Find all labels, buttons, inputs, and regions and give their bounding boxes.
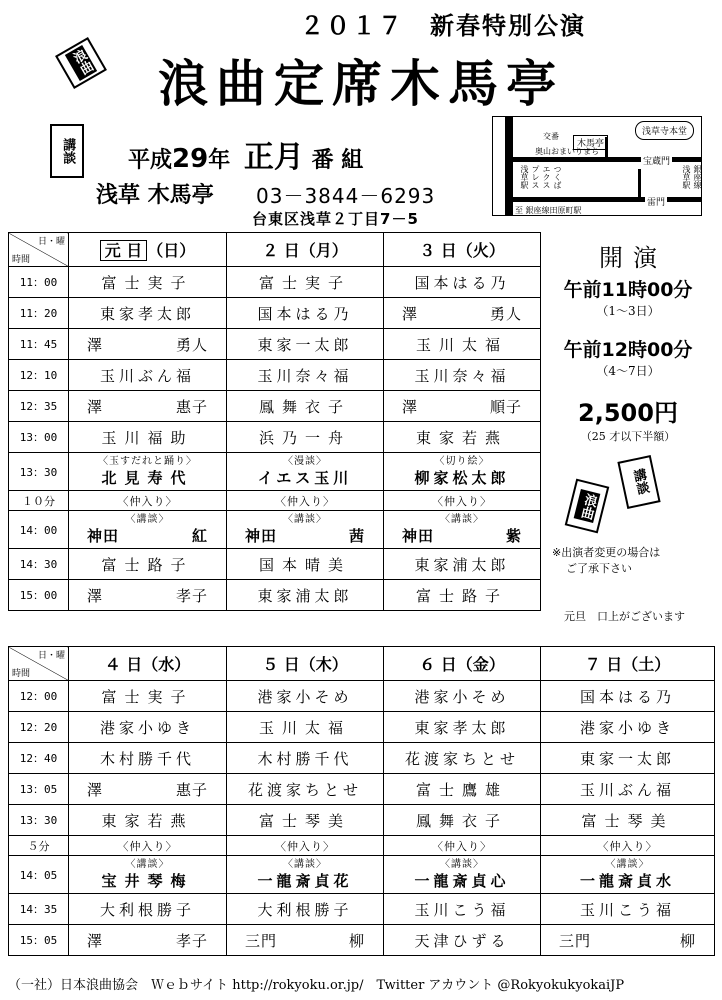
- performer-name: 東家一太郎: [257, 335, 353, 354]
- performer-name: 玉川こう福: [579, 900, 675, 919]
- time-cell: 14：35: [9, 894, 69, 925]
- time-cell: 13：30: [9, 805, 69, 836]
- day-header: [69, 647, 227, 681]
- performer-name: 浜乃一舟: [258, 428, 351, 447]
- time-cell: 12：20: [9, 712, 69, 743]
- intermission-label: 〈仲入り〉: [432, 839, 492, 853]
- corner-day-label: 日・曜: [37, 651, 65, 661]
- performer-cell: [227, 422, 384, 453]
- intermission-cell: [69, 836, 227, 856]
- performer-name: 東家孝太郎: [99, 304, 195, 323]
- table-row: [9, 549, 541, 580]
- performer-name: 天津ひずる: [414, 931, 510, 950]
- intermission-label: 〈仲入り〉: [275, 839, 335, 853]
- page-title: 浪曲定席木馬亭: [158, 55, 564, 113]
- performer-cell: [69, 329, 227, 360]
- intermission-label: 〈仲入り〉: [432, 494, 492, 508]
- performer-name: 国本はる乃: [257, 304, 353, 323]
- performer-cell: [384, 774, 541, 805]
- performer-cell: [69, 580, 227, 611]
- performer-cell: [227, 511, 384, 549]
- performer-cell: [541, 681, 715, 712]
- performer-name: 神田 茜: [245, 526, 365, 545]
- corner-day-label: 日・曜: [37, 237, 65, 247]
- performer-cell: [384, 805, 541, 836]
- price-note: （25 才以下半額）: [580, 430, 676, 443]
- performer-cell: [227, 329, 384, 360]
- performer-name: 富士実子: [101, 273, 194, 292]
- performer-name: 東家若燕: [101, 811, 194, 830]
- performer-cell: [384, 267, 541, 298]
- performer-cell: [227, 580, 384, 611]
- day-header: [384, 233, 541, 267]
- map-label: 交番: [543, 132, 559, 141]
- performer-name: 神田 紫: [402, 526, 522, 545]
- time-cell: 14：00: [9, 511, 69, 549]
- performer-name: 国本はる乃: [414, 273, 510, 292]
- performer-cell: [541, 925, 715, 956]
- performer-cell: [227, 856, 384, 894]
- performer-cell: [69, 453, 227, 491]
- weekday-label: （木）: [299, 655, 348, 674]
- performer-name: 玉川福助: [101, 428, 194, 447]
- time-cell: 14：30: [9, 549, 69, 580]
- map-label: 至 銀座線田原町駅: [515, 206, 582, 215]
- performer-cell: [541, 805, 715, 836]
- table-row: [9, 805, 715, 836]
- performer-name: 大利根勝子: [99, 900, 195, 919]
- time-cell: 15：00: [9, 580, 69, 611]
- performer-name: 玉川こう福: [414, 900, 510, 919]
- performer-cell: [541, 894, 715, 925]
- address: 台東区浅草２丁目7－5: [252, 210, 419, 228]
- intermission-cell: [69, 491, 227, 511]
- intermission-cell: [384, 491, 541, 511]
- performer-name: 花渡家ちとせ: [404, 749, 519, 768]
- table-row: [9, 925, 715, 956]
- open-time-2: 午前12時00分: [563, 339, 693, 361]
- performer-name: 玉川太福: [258, 718, 351, 737]
- table-row: [9, 856, 715, 894]
- table-row: [9, 329, 541, 360]
- table-row: [9, 712, 715, 743]
- performer-cell: [227, 549, 384, 580]
- genre-label: 〈講談〉: [283, 513, 327, 525]
- performer-name: 澤 勇人: [402, 304, 522, 323]
- performer-cell: [384, 925, 541, 956]
- table-row: [9, 836, 715, 856]
- performer-name: 一龍斎貞花: [257, 871, 353, 890]
- performer-cell: [384, 511, 541, 549]
- performer-name: 港家小ゆき: [99, 718, 195, 737]
- schedule-table-1: [8, 232, 541, 611]
- year-number: 29: [172, 144, 209, 174]
- genre-label: 〈講談〉: [440, 513, 484, 525]
- genre-label: 〈講談〉: [125, 858, 170, 870]
- table-row: [9, 298, 541, 329]
- performer-cell: [541, 712, 715, 743]
- performer-name: 港家小そめ: [414, 687, 510, 706]
- table-row: [9, 681, 715, 712]
- venue-name: 浅草 木馬亭: [96, 183, 214, 208]
- performer-name: 東家浦太郎: [414, 555, 510, 574]
- access-map: [492, 116, 702, 216]
- performer-cell: [69, 925, 227, 956]
- performer-name: 富士実子: [101, 687, 194, 706]
- performer-name: 富士実子: [258, 273, 351, 292]
- performer-name: イエス玉川: [257, 468, 353, 487]
- genre-label: 〈漫談〉: [283, 455, 327, 467]
- intermission-cell: [384, 836, 541, 856]
- open-label: 開演: [599, 244, 667, 272]
- performer-name: 東家浦太郎: [257, 586, 353, 605]
- intermission-label: 〈仲入り〉: [275, 494, 335, 508]
- performer-name: 大利根勝子: [257, 900, 353, 919]
- intermission-cell: [541, 836, 715, 856]
- time-cell: 13：05: [9, 774, 69, 805]
- time-cell: 12：10: [9, 360, 69, 391]
- performer-name: 澤 孝子: [87, 931, 208, 950]
- performer-name: 鳳舞衣子: [415, 811, 508, 830]
- performer-name: 三門 柳: [559, 931, 696, 950]
- weekday-label: （金）: [456, 655, 505, 674]
- time-cell: ５分: [9, 836, 69, 856]
- time-cell: 11：00: [9, 267, 69, 298]
- performer-cell: [541, 743, 715, 774]
- performer-cell: [69, 712, 227, 743]
- open-range-1: （1～3日）: [596, 304, 660, 318]
- performer-name: 富士琴美: [258, 811, 351, 830]
- performer-cell: [69, 298, 227, 329]
- performer-cell: [69, 805, 227, 836]
- table-row: [9, 511, 541, 549]
- performer-cell: [384, 453, 541, 491]
- performer-name: 北見寿代: [101, 468, 194, 487]
- performer-cell: [227, 743, 384, 774]
- time-cell: 13：30: [9, 453, 69, 491]
- performer-cell: [227, 453, 384, 491]
- performer-cell: [69, 549, 227, 580]
- schedule-table-2: [8, 646, 715, 956]
- map-label: 奥山おまいりまち: [535, 147, 599, 156]
- open-range-2: （4～7日）: [596, 364, 660, 378]
- performer-cell: [69, 391, 227, 422]
- genre-label: 〈講談〉: [440, 858, 484, 870]
- performer-name: 澤 孝子: [87, 586, 208, 605]
- corner-time-label: 時間: [12, 669, 31, 679]
- performer-cell: [227, 360, 384, 391]
- table-row: [9, 391, 541, 422]
- time-cell: 12：00: [9, 681, 69, 712]
- genre-label: 〈玉すだれと踊り〉: [98, 455, 197, 467]
- table-row: [9, 491, 541, 511]
- performer-name: 富士琴美: [581, 811, 674, 830]
- table-row: [9, 894, 715, 925]
- kodan-seal-small: 講談: [617, 455, 660, 509]
- day-label: ７ 日: [584, 655, 623, 674]
- table-row: [9, 774, 715, 805]
- performer-name: 東家孝太郎: [414, 718, 510, 737]
- time-cell: 14：05: [9, 856, 69, 894]
- performer-name: 玉川奈々福: [414, 366, 510, 385]
- day-label: 元 日: [100, 240, 148, 261]
- table-row: [9, 580, 541, 611]
- performer-name: 玉川太福: [415, 335, 508, 354]
- performer-name: 玉川ぶん福: [579, 780, 675, 799]
- time-cell: 12：40: [9, 743, 69, 774]
- time-cell: 11：20: [9, 298, 69, 329]
- performer-name: 鳳舞衣子: [258, 397, 351, 416]
- performer-cell: [541, 856, 715, 894]
- intermission-cell: [227, 836, 384, 856]
- performer-cell: [69, 774, 227, 805]
- time-cell: 11：45: [9, 329, 69, 360]
- performer-cell: [384, 391, 541, 422]
- performer-name: 東家若燕: [415, 428, 508, 447]
- performer-name: 港家小ゆき: [579, 718, 675, 737]
- table-row: [9, 360, 541, 391]
- performer-cell: [227, 925, 384, 956]
- program-label: 番 組: [311, 148, 364, 173]
- open-time-1: 午前11時00分: [563, 279, 693, 301]
- weekday-label: （水）: [142, 655, 191, 674]
- time-cell: １０分: [9, 491, 69, 511]
- map-label: 銀座線浅草駅: [682, 165, 702, 189]
- weekday-label: （火）: [456, 241, 505, 260]
- kodan-seal: 講談: [50, 124, 84, 178]
- time-cell: 15：05: [9, 925, 69, 956]
- corner-time-label: 時間: [12, 255, 31, 265]
- performer-name: 宝井琴梅: [101, 871, 194, 890]
- weekday-label: （日）: [147, 241, 196, 260]
- day-header: [227, 233, 384, 267]
- performer-name: 花渡家ちとせ: [247, 780, 362, 799]
- performer-cell: [69, 422, 227, 453]
- year-suffix: 年: [208, 148, 231, 173]
- performer-cell: [384, 856, 541, 894]
- performer-name: 富士鷹雄: [415, 780, 508, 799]
- map-label: つくばエクスプレス浅草駅: [520, 165, 562, 189]
- table-row: [9, 743, 715, 774]
- performer-name: 木村勝千代: [257, 749, 353, 768]
- performer-cell: [384, 681, 541, 712]
- weekday-label: （土）: [622, 655, 671, 674]
- notice-line-1: ※出演者変更の場合は: [552, 546, 661, 559]
- performer-cell: [384, 422, 541, 453]
- performer-cell: [384, 894, 541, 925]
- performer-cell: [384, 712, 541, 743]
- map-label: 浅草寺本堂: [635, 121, 694, 140]
- genre-label: 〈講談〉: [125, 513, 170, 525]
- performer-name: 神田 紅: [87, 526, 208, 545]
- weekday-label: （月）: [299, 241, 348, 260]
- month-label: 正月: [243, 140, 304, 175]
- day-header: [69, 233, 227, 267]
- map-label: 雷門: [645, 195, 667, 208]
- performer-cell: [69, 267, 227, 298]
- performer-cell: [384, 298, 541, 329]
- performer-cell: [227, 681, 384, 712]
- day-header: [227, 647, 384, 681]
- day-label: ３ 日: [419, 241, 457, 260]
- table-row: [9, 267, 541, 298]
- performer-cell: [69, 681, 227, 712]
- program-heading: [128, 132, 363, 176]
- year-line: ２０１７ 新春特別公演: [300, 12, 586, 40]
- performer-cell: [227, 391, 384, 422]
- performer-name: 澤 惠子: [87, 397, 208, 416]
- performer-cell: [69, 743, 227, 774]
- performer-name: 港家小そめ: [257, 687, 353, 706]
- day-label: ６ 日: [419, 655, 457, 674]
- performer-name: 国本晴美: [258, 555, 351, 574]
- performer-cell: [384, 580, 541, 611]
- rokyoku-seal: 浪曲: [55, 37, 107, 89]
- phone-number: 03－3844－6293: [256, 184, 436, 208]
- day-header: [541, 647, 715, 681]
- performer-name: 富士路子: [415, 586, 508, 605]
- new-year-greeting: 元旦 口上がございます: [564, 610, 685, 623]
- performer-cell: [69, 511, 227, 549]
- info-panel: [548, 238, 708, 444]
- performer-cell: [227, 805, 384, 836]
- performer-name: 国本はる乃: [579, 687, 675, 706]
- performer-name: 東家一太郎: [579, 749, 675, 768]
- notice-line-2: ご了承下さい: [566, 562, 632, 575]
- performer-name: 一龍斎貞心: [414, 871, 510, 890]
- table-row: [9, 422, 541, 453]
- performer-name: 玉川奈々福: [257, 366, 353, 385]
- performer-cell: [384, 549, 541, 580]
- performer-name: 三門 柳: [245, 931, 365, 950]
- rokyoku-seal-small: 浪曲: [565, 479, 610, 534]
- performer-cell: [541, 774, 715, 805]
- intermission-label: 〈仲入り〉: [117, 494, 178, 508]
- map-label: 宝蔵門: [641, 154, 672, 167]
- performer-name: 柳家松太郎: [414, 468, 510, 487]
- performer-cell: [227, 712, 384, 743]
- day-label: ２ 日: [262, 241, 300, 260]
- table-row: [9, 453, 541, 491]
- map-label: 木馬亭: [573, 135, 608, 150]
- corner-header: [9, 647, 69, 681]
- day-label: ５ 日: [262, 655, 300, 674]
- performer-cell: [384, 360, 541, 391]
- performer-cell: [384, 329, 541, 360]
- map-label: 国際通り: [494, 147, 503, 179]
- performer-cell: [384, 743, 541, 774]
- performer-cell: [227, 298, 384, 329]
- genre-label: 〈講談〉: [605, 858, 650, 870]
- time-cell: 12：35: [9, 391, 69, 422]
- performer-name: 澤 惠子: [87, 780, 208, 799]
- footer-text: （一社）日本浪曲協会 Ｗｅｂサイト http://rokyoku.or.jp/ Twitter アカウント @RokyokukyokaiJP: [8, 978, 625, 993]
- performer-name: 玉川ぶん福: [99, 366, 195, 385]
- performer-name: 富士路子: [101, 555, 194, 574]
- era: 平成: [128, 148, 173, 173]
- intermission-label: 〈仲入り〉: [597, 839, 658, 853]
- genre-label: 〈講談〉: [283, 858, 327, 870]
- performer-name: 一龍斎貞水: [579, 871, 675, 890]
- performer-name: 木村勝千代: [99, 749, 195, 768]
- day-header: [384, 647, 541, 681]
- intermission-cell: [227, 491, 384, 511]
- day-label: ４ 日: [104, 655, 143, 674]
- corner-header: [9, 233, 69, 267]
- intermission-label: 〈仲入り〉: [117, 839, 178, 853]
- performer-cell: [227, 774, 384, 805]
- performer-cell: [69, 360, 227, 391]
- performer-cell: [69, 856, 227, 894]
- performer-cell: [227, 894, 384, 925]
- performer-cell: [69, 894, 227, 925]
- performer-name: 澤 勇人: [87, 335, 208, 354]
- genre-label: 〈切り絵〉: [434, 455, 490, 467]
- performer-cell: [227, 267, 384, 298]
- ticket-price: 2,500円: [578, 399, 678, 427]
- time-cell: 13：00: [9, 422, 69, 453]
- performer-name: 澤 順子: [402, 397, 522, 416]
